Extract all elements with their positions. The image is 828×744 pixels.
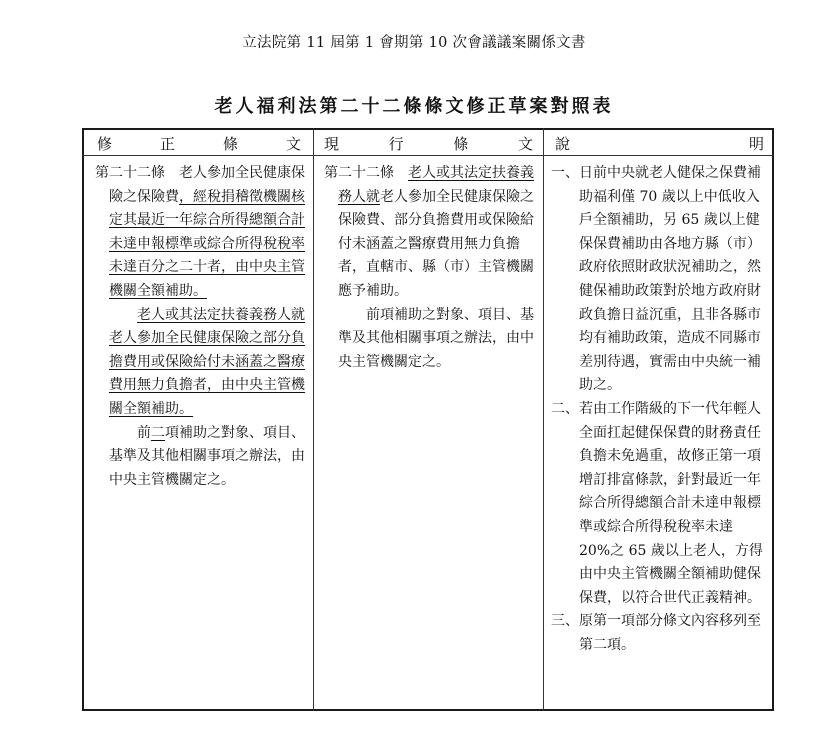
amended-text-cell <box>95 162 307 492</box>
current-paragraph-1 <box>324 162 536 304</box>
amended-paragraph-1 <box>95 162 307 304</box>
article-text: 前 <box>137 424 151 441</box>
column-header-explanation <box>555 133 764 153</box>
article-text: 第二十二條 <box>324 165 408 181</box>
header-char: 條 <box>453 134 469 153</box>
header-char: 明 <box>748 134 764 153</box>
article-text: 第二十二條 老人參加全民健康保險之保險費 <box>95 165 305 205</box>
column-header-current <box>324 133 533 153</box>
header-char: 正 <box>159 134 175 153</box>
explanation-cell <box>551 162 767 657</box>
amended-paragraph-2 <box>95 304 307 422</box>
header-char: 文 <box>517 134 533 153</box>
inserted-text: 二 <box>151 424 165 441</box>
header-row-divider <box>82 155 774 156</box>
header-char: 現 <box>324 134 340 153</box>
document-header: 立法院第 11 屆第 1 會期第 10 次會議議案關係文書 <box>242 35 586 51</box>
article-text: 老人參加全民健康保險之保險費、部分負擔費用或保險給付未涵蓋之醫療費用無力負擔者，直轄市、縣（市）主管機關應予補助。 <box>338 188 534 299</box>
deleted-text: 老人或其法定扶養義務人就 <box>338 165 534 205</box>
header-char: 行 <box>388 134 404 153</box>
explanation-item-3: 三、原第一項部分條文內容移列至第二項。 <box>551 613 761 653</box>
header-char: 說 <box>555 134 571 153</box>
header-char: 修 <box>97 134 113 153</box>
article-text: 前項補助之對象、項目、基準及其他相關事項之辦法，由中央主管機關定之。 <box>338 306 534 370</box>
inserted-text: ，經稅捐稽徵機關核定其最近一年綜合所得總額合計未達申報標準或綜合所得稅稅率未達百分之二十者，由中央主管機關全額補助。 <box>109 188 305 299</box>
current-text-cell <box>324 162 536 374</box>
document-title: 老人福利法第二十二條條文修正草案對照表 <box>214 96 614 117</box>
article-text: 項補助之對象、項目、基準及其他相關事項之辦法，由中央主管機關定之。 <box>109 424 305 488</box>
column-divider-1 <box>313 128 314 711</box>
inserted-text: 老人或其法定扶養義務人就老人參加全民健康保險之部分負擔費用或保險給付未涵蓋之醫療費用無力負擔者，由中央主管機關全額補助。 <box>109 306 305 417</box>
explanation-item-2: 二、若由工作階級的下一代年輕人全面扛起健保保費的財務責任負擔未免過重，故修正第一項增訂排富條款，針對最近一年綜合所得總額合計未達申報標準或綜合所得稅稅率未達 20%之 65 歲以上老人，方得由中央主管機關全額補助健保保費，以符合世代正義精神。 <box>551 400 763 606</box>
explanation-item-1: 一、日前中央就老人健保之保費補助福利僅 70 歲以上中低收入戶全額補助，另 65 歲以上健保保費補助由各地方縣（市）政府依照財政狀況補助之，然健保補助政策對於地方政府財政負擔日益沉重，且非各縣市均有補助政策，造成不同縣市差別待遇，實需由中央統一補助之。 <box>551 165 761 394</box>
header-char: 文 <box>285 134 301 153</box>
column-header-amended <box>97 133 301 153</box>
column-divider-2 <box>543 128 544 711</box>
amended-paragraph-3 <box>95 422 307 493</box>
current-paragraph-2 <box>324 304 536 375</box>
header-char: 條 <box>222 134 238 153</box>
